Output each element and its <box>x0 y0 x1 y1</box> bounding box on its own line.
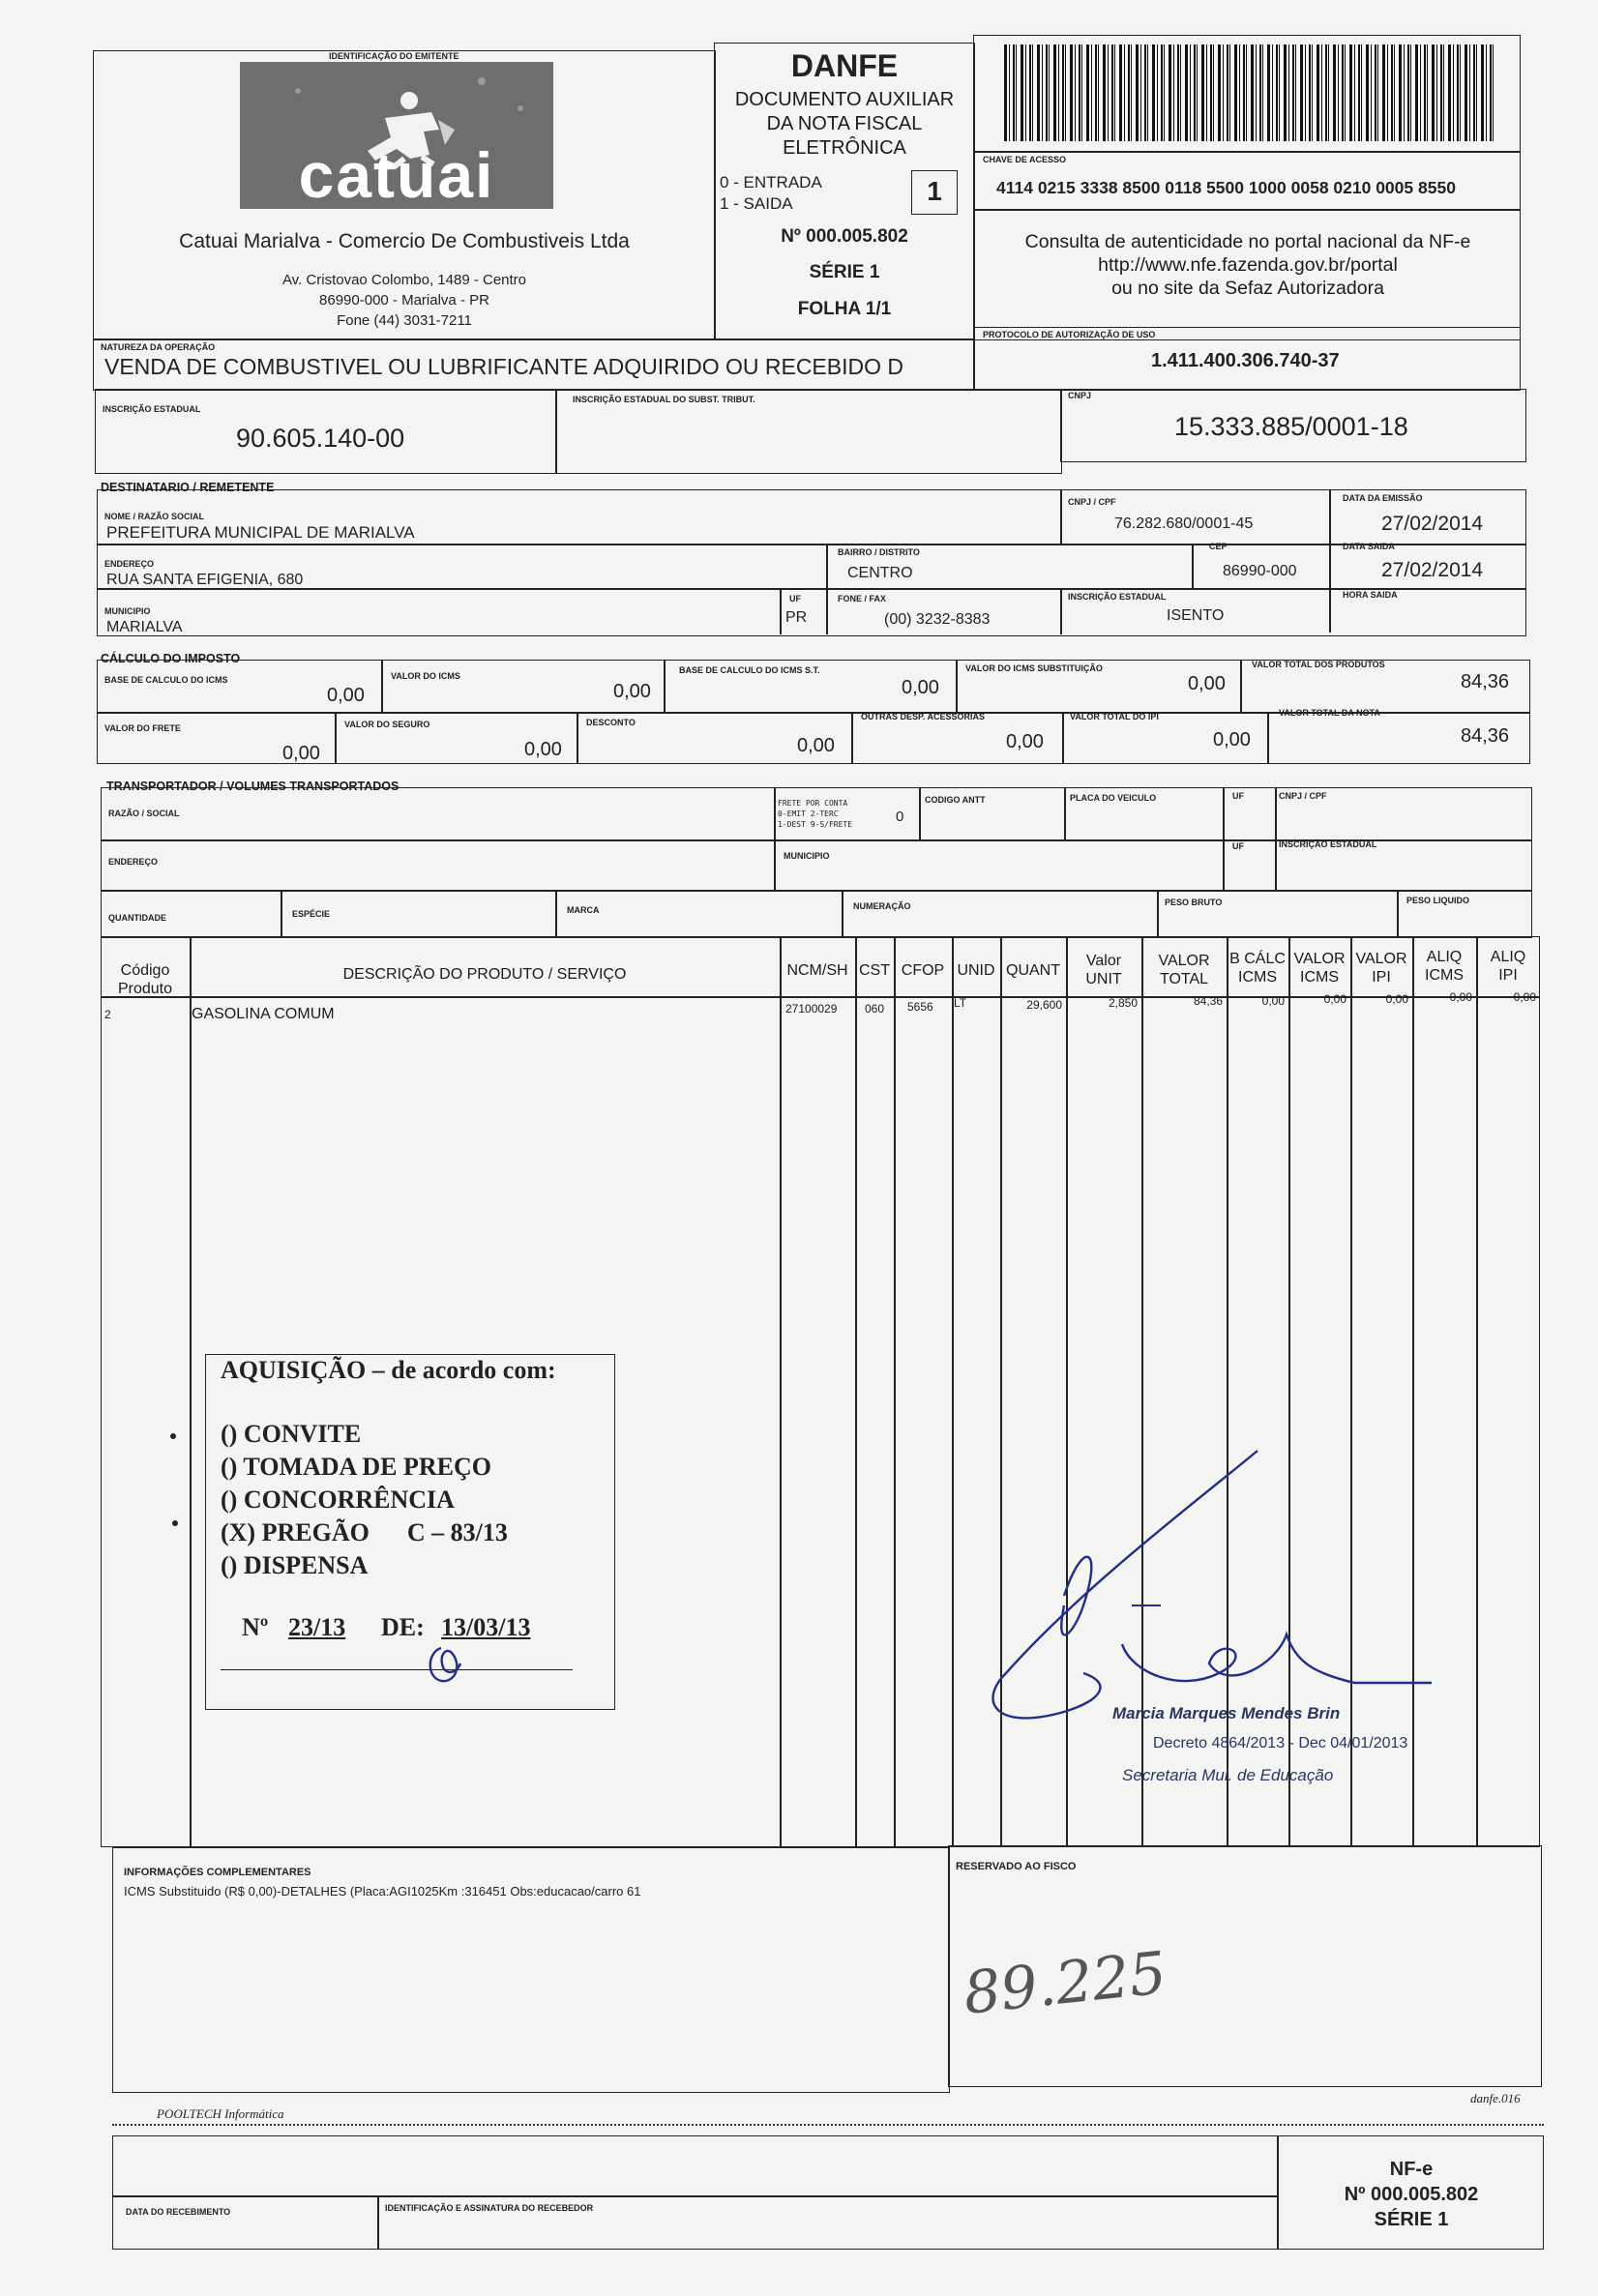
tr-numeracao-label: NUMERAÇÃO <box>853 901 911 911</box>
cell-bc-icms: 0,00 <box>1261 994 1285 1008</box>
col-header-valor-unit: Valor <box>1085 953 1122 969</box>
imposto-section-title: CÁLCULO DO IMPOSTO <box>101 652 241 665</box>
col-header-aliq-ipi: ALIQ <box>1490 949 1526 965</box>
col-header-cst: CST <box>859 962 890 979</box>
footer-software: POOLTECH Informática <box>157 2106 284 2121</box>
signature-icon <box>967 1441 1451 1731</box>
cell-codigo: 2 <box>104 1008 111 1021</box>
destinatario-box <box>97 489 1526 636</box>
cell-aliq-ipi: 0,00 <box>1513 990 1536 1004</box>
tr-liquido-label: PESO LIQUIDO <box>1406 896 1470 905</box>
chave-divider <box>973 151 1521 153</box>
col-sep <box>780 936 782 1847</box>
col-header-codigo-2: Produto <box>117 981 173 997</box>
dest-ie: ISENTO <box>1167 607 1225 624</box>
emitente-name: Catuai Marialva - Comercio De Combustiveis Ltda <box>179 230 630 252</box>
stamp-opt-concorrencia: () CONCORRÊNCIA <box>221 1486 455 1514</box>
signature-stamp-line-1: Marcia Marques Mendes Brin <box>1112 1704 1341 1722</box>
chave-divider-2 <box>973 209 1521 211</box>
fisco-label: RESERVADO AO FISCO <box>956 1861 1077 1872</box>
v-prod-label: VALOR TOTAL DOS PRODUTOS <box>1252 660 1385 669</box>
imp-v4 <box>1240 660 1242 712</box>
stamp-num: 23/13 <box>288 1613 346 1641</box>
tr-marca-label: MARCA <box>567 905 600 915</box>
dest-vline-4 <box>1192 544 1194 588</box>
dest-saida: 27/02/2014 <box>1381 559 1484 581</box>
cnpj-value: 15.333.885/0001-18 <box>1174 412 1408 441</box>
stamp-num-prefix: Nº <box>242 1613 269 1641</box>
bc-icms: 0,00 <box>327 685 365 706</box>
tr-bruto-label: PESO BRUTO <box>1165 898 1223 907</box>
dest-vline-2 <box>1329 489 1331 633</box>
barcode <box>1004 44 1497 141</box>
emitente-address: Av. Cristovao Colombo, 1489 - Centro <box>281 272 527 288</box>
dest-endereco-label: ENDEREÇO <box>104 559 155 569</box>
tr-uf2-label: UF <box>1232 841 1244 851</box>
col-header-codigo: Código <box>120 962 170 979</box>
consulta-line-3: ou no site da Sefaz Autorizadora <box>1111 278 1384 299</box>
col-header-quant: QUANT <box>1006 962 1060 979</box>
imp-v9 <box>1267 712 1269 764</box>
footer-dotted-divider <box>112 2124 1544 2126</box>
dest-emissao: 27/02/2014 <box>1381 513 1484 535</box>
danfe-tipo-box: 1 <box>911 170 958 215</box>
cell-valor-unit: 2,850 <box>1108 996 1138 1010</box>
destinatario-section-title: DESTINATARIO / REMETENTE <box>101 481 275 494</box>
cell-descricao: GASOLINA COMUM <box>192 1006 335 1022</box>
protocolo-label: PROTOCOLO DE AUTORIZAÇÃO DE USO <box>983 330 1156 339</box>
canhoto-serie: SÉRIE 1 <box>1374 2209 1449 2230</box>
recebimento-label: DATA DO RECEBIMENTO <box>126 2207 231 2217</box>
bc-st-label: BASE DE CALCULO DO ICMS S.T. <box>679 665 820 675</box>
dest-municipio-label: MUNICIPIO <box>104 606 151 616</box>
tr-v3 <box>1064 787 1066 839</box>
footer-danfe-code: danfe.016 <box>1470 2091 1521 2105</box>
stamp-date-prefix: DE: <box>381 1613 425 1641</box>
v-st: 0,00 <box>1188 673 1226 694</box>
danfe-title: DANFE <box>790 48 899 83</box>
danfe-subtitle-1: DOCUMENTO AUXILIAR <box>734 89 955 110</box>
desconto-label: DESCONTO <box>586 718 636 727</box>
dest-endereco: RUA SANTA EFIGENIA, 680 <box>106 572 304 588</box>
canhoto-vline-1 <box>377 2195 379 2250</box>
dest-cep-label: CEP <box>1209 542 1228 551</box>
col-header-aliq-ipi-2: IPI <box>1498 967 1518 984</box>
dest-hora-label: HORA SAIDA <box>1343 590 1398 600</box>
dest-hline-2 <box>97 588 1526 590</box>
transporte-section-title: TRANSPORTADOR / VOLUMES TRANSPORTADOS <box>106 780 400 793</box>
info-text: ICMS Substituido (R$ 0,00)-DETALHES (Placa:AGI1025Km :316451 Obs:educacao/carro 61 <box>124 1884 641 1899</box>
imp-v5 <box>335 712 337 764</box>
seguro: 0,00 <box>524 739 562 760</box>
danfe-saida: 1 - SAIDA <box>720 194 793 213</box>
v-nota-label: VALOR TOTAL DA NOTA <box>1279 708 1380 718</box>
dest-cnpj: 76.282.680/0001-45 <box>1114 515 1254 532</box>
dest-municipio: MARIALVA <box>106 619 183 635</box>
dest-cnpj-label: CNPJ / CPF <box>1068 497 1116 507</box>
imp-v2 <box>664 660 666 712</box>
imp-v1 <box>381 660 383 712</box>
col-header-valor-icms: VALOR <box>1293 951 1346 967</box>
danfe-subtitle-2: DA NOTA FISCAL <box>766 113 923 134</box>
danfe-serie: SÉRIE 1 <box>809 262 880 282</box>
seguro-label: VALOR DO SEGURO <box>344 720 430 729</box>
cell-aliq-icms: 0,00 <box>1449 990 1472 1004</box>
bullet-dot-icon <box>172 1520 178 1526</box>
danfe-subtitle-3: ELETRÔNICA <box>783 137 906 159</box>
col-header-ncm: NCM/SH <box>786 962 848 979</box>
tr-qtd-label: QUANTIDADE <box>108 913 166 923</box>
canhoto-numero: Nº 000.005.802 <box>1344 2184 1479 2205</box>
col-header-valor-total: VALOR <box>1158 953 1210 969</box>
v-icms-label: VALOR DO ICMS <box>391 671 460 681</box>
emitente-phone: Fone (44) 3031-7211 <box>337 312 472 329</box>
natureza-value: VENDA DE COMBUSTIVEL OU LUBRIFICANTE ADQUIRIDO OU RECEBIDO D <box>104 354 904 379</box>
col-header-valor-unit-2: UNIT <box>1085 971 1122 987</box>
company-logo <box>240 62 553 209</box>
imp-v7 <box>851 712 853 764</box>
col-header-cfop: CFOP <box>901 962 945 979</box>
tr-endereco-label: ENDEREÇO <box>108 857 159 867</box>
col-sep <box>894 936 896 1847</box>
dest-fone-label: FONE / FAX <box>838 594 887 603</box>
signature-stamp-line-2: Decreto 4864/2013 - Dec 04/01/2013 <box>1153 1735 1408 1751</box>
chave-value: 4114 0215 3338 8500 0118 5500 1000 0058 0210 0005 8550 <box>996 178 1456 197</box>
v-icms: 0,00 <box>613 681 651 702</box>
dest-vline-5 <box>780 588 782 634</box>
dest-bairro: CENTRO <box>847 565 913 581</box>
col-header-bc-icms: B CÁLC <box>1229 951 1286 967</box>
stamp-opt-pregao: (X) PREGÃO C – 83/13 <box>221 1518 508 1546</box>
dest-vline-6 <box>1060 588 1062 634</box>
tr-municipio-label: MUNICIPIO <box>784 851 830 861</box>
canhoto-nfe: NF-e <box>1389 2159 1434 2180</box>
tr-v8 <box>842 890 843 938</box>
dest-uf-label: UF <box>789 594 801 603</box>
cell-valor-total: 84,36 <box>1193 994 1223 1008</box>
cell-cst: 060 <box>865 1002 885 1016</box>
tr-antt-label: CODIGO ANTT <box>925 795 986 805</box>
outras: 0,00 <box>1006 731 1044 752</box>
tr-frete-value: 0 <box>896 809 904 825</box>
canhoto-hline <box>112 2195 1279 2197</box>
dest-vline-3 <box>826 544 828 634</box>
assinatura-label: IDENTIFICAÇÃO E ASSINATURA DO RECEBEDOR <box>385 2203 594 2213</box>
tr-v6 <box>281 890 282 938</box>
frete: 0,00 <box>282 743 320 764</box>
col-sep <box>190 936 192 1847</box>
stamp-opt-tomada: () TOMADA DE PREÇO <box>221 1453 491 1481</box>
v-prod: 84,36 <box>1461 671 1510 692</box>
cell-ncm: 27100029 <box>785 1002 838 1016</box>
stamp-title: AQUISIÇÃO – de acordo com: <box>221 1356 556 1384</box>
cnpj-label: CNPJ <box>1068 391 1092 400</box>
col-sep <box>1476 936 1478 1847</box>
dest-vline-1 <box>1060 489 1062 545</box>
tr-v9 <box>1157 890 1159 938</box>
col-header-valor-total-2: TOTAL <box>1159 971 1209 987</box>
consulta-line-2[interactable]: http://www.nfe.fazenda.gov.br/portal <box>1098 254 1398 276</box>
frete-label: VALOR DO FRETE <box>104 723 181 733</box>
v-st-label: VALOR DO ICMS SUBSTITUIÇÃO <box>965 663 1103 673</box>
tr-v7 <box>555 890 557 938</box>
stamp-sign-line <box>221 1669 573 1670</box>
tr-v2 <box>919 787 921 839</box>
tr-especie-label: ESPÉCIE <box>292 909 331 919</box>
tr-frete-line-3: 1-DEST 9-S/FRETE <box>778 820 853 829</box>
col-sep <box>855 936 857 1847</box>
tr-frete-line-1: FRETE POR CONTA <box>778 799 848 808</box>
cell-valor-icms: 0,00 <box>1323 992 1346 1006</box>
bc-icms-label: BASE DE CALCULO DO ICMS <box>104 675 228 685</box>
protocolo-value: 1.411.400.306.740-37 <box>1151 350 1340 371</box>
stamp-initials-icon <box>412 1634 480 1693</box>
bc-st: 0,00 <box>902 677 939 698</box>
tr-v4 <box>1223 787 1225 890</box>
stamp-opt-convite: () CONVITE <box>221 1420 362 1448</box>
col-header-descricao: DESCRIÇÃO DO PRODUTO / SERVIÇO <box>342 966 627 983</box>
col-header-aliq-icms: ALIQ <box>1426 949 1463 965</box>
logo-text: catuai <box>298 139 495 209</box>
col-header-unid: UNID <box>957 962 995 979</box>
outras-label: OUTRAS DESP. ACESSORIAS <box>861 712 986 721</box>
tr-cnpj-label: CNPJ / CPF <box>1279 791 1327 801</box>
tr-h2 <box>101 890 1532 892</box>
tr-frete-line-2: 0-EMIT 2-TERC <box>778 809 839 818</box>
ipi: 0,00 <box>1213 729 1251 751</box>
fisco-handwritten: 89.225 <box>960 1939 1170 2028</box>
dest-hline-1 <box>97 544 1526 545</box>
dest-uf: PR <box>785 609 808 626</box>
col-header-valor-ipi: VALOR <box>1355 951 1407 967</box>
desconto: 0,00 <box>797 735 835 756</box>
dest-bairro-label: BAIRRO / DISTRITO <box>838 547 920 557</box>
tr-ie-label: INSCRIÇÃO ESTADUAL <box>1279 839 1377 849</box>
signature-stamp-line-3: Secretaria Mul. de Educação <box>1122 1766 1334 1784</box>
info-label: INFORMAÇÕES COMPLEMENTARES <box>124 1867 311 1878</box>
ipi-label: VALOR TOTAL DO IPI <box>1070 712 1159 721</box>
consulta-line-1: Consulta de autenticidade no portal nacional da NF-e <box>1024 231 1471 252</box>
cell-quant: 29,600 <box>1026 998 1062 1012</box>
imp-v8 <box>1062 712 1064 764</box>
ie-st-label: INSCRIÇÃO ESTADUAL DO SUBST. TRIBUT. <box>573 395 755 404</box>
danfe-entrada: 0 - ENTRADA <box>720 173 822 191</box>
imp-v6 <box>577 712 578 764</box>
tr-v10 <box>1397 890 1399 938</box>
col-header-valor-icms-2: ICMS <box>1300 969 1339 986</box>
tr-placa-label: PLACA DO VEICULO <box>1070 793 1157 803</box>
col-header-valor-ipi-2: IPI <box>1372 969 1391 986</box>
col-sep <box>952 936 954 1847</box>
stamp-opt-dispensa: () DISPENSA <box>221 1551 369 1579</box>
v-nota: 84,36 <box>1461 725 1510 747</box>
ie-label: INSCRIÇÃO ESTADUAL <box>103 404 201 414</box>
dest-saida-label: DATA SAIDA <box>1343 542 1395 551</box>
danfe-numero: Nº 000.005.802 <box>781 226 908 247</box>
tr-v5 <box>1275 787 1277 890</box>
cell-cfop: 5656 <box>907 1000 933 1014</box>
bullet-dot-icon <box>170 1433 176 1439</box>
col-header-aliq-icms-2: ICMS <box>1425 967 1464 984</box>
chave-label: CHAVE DE ACESSO <box>983 155 1067 164</box>
ie-value: 90.605.140-00 <box>236 424 405 453</box>
dest-nome: PREFEITURA MUNICIPAL DE MARIALVA <box>106 523 415 542</box>
danfe-folha: FOLHA 1/1 <box>797 299 892 319</box>
natureza-label: NATUREZA DA OPERAÇÃO <box>101 342 216 352</box>
dest-fone: (00) 3232-8383 <box>884 611 991 628</box>
tr-v1 <box>774 787 776 890</box>
cell-unid: LT <box>954 996 967 1010</box>
tr-uf-label: UF <box>1232 791 1244 801</box>
col-header-bc-icms-2: ICMS <box>1238 969 1277 986</box>
stamp-date: 13/03/13 <box>441 1613 531 1641</box>
imp-v3 <box>956 660 958 712</box>
dest-emissao-label: DATA DA EMISSÃO <box>1343 493 1423 503</box>
cell-valor-ipi: 0,00 <box>1385 992 1408 1006</box>
emitente-city: 86990-000 - Marialva - PR <box>319 292 489 309</box>
emitente-section-label: IDENTIFICAÇÃO DO EMITENTE <box>329 51 459 61</box>
dest-ie-label: INSCRIÇÃO ESTADUAL <box>1068 592 1167 602</box>
dest-cep: 86990-000 <box>1223 563 1297 579</box>
dest-nome-label: NOME / RAZÃO SOCIAL <box>104 512 204 521</box>
tr-razao-label: RAZÃO / SOCIAL <box>108 809 180 818</box>
